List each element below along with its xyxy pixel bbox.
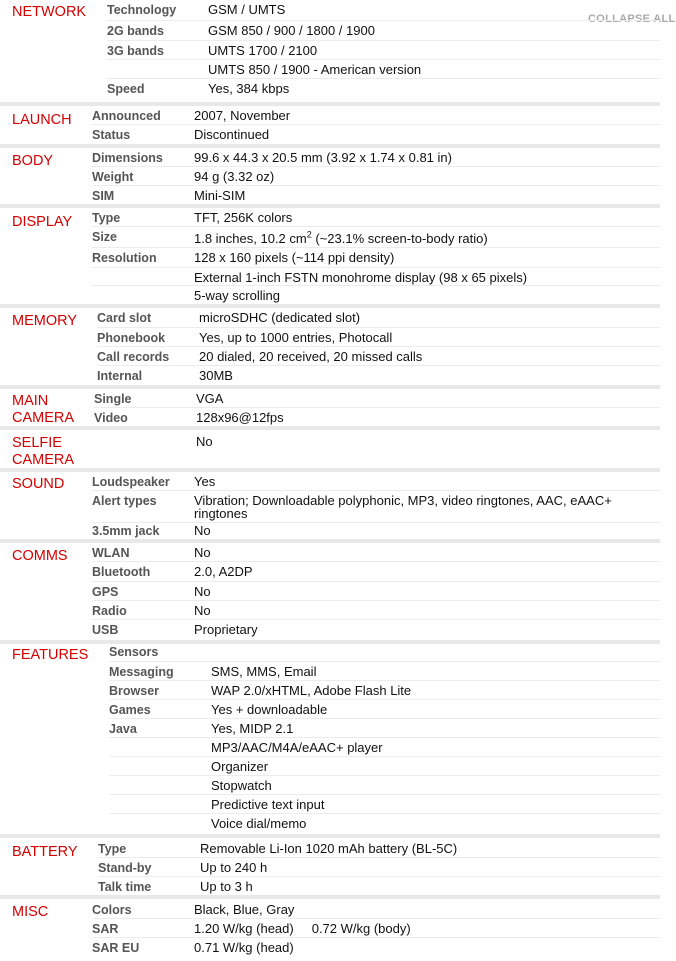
spec-label-empty (107, 60, 208, 78)
spec-row-organizer (109, 757, 660, 776)
section-comms (0, 543, 660, 644)
display-size-ratio: (~23.1% screen-to-body ratio) (311, 231, 488, 246)
spec-row-display-type (92, 208, 660, 227)
spec-value-weight: 94 g (3.32 oz) (194, 169, 275, 184)
spec-label-sim: SIM (92, 189, 115, 203)
spec-value-audio-jack: No (194, 523, 211, 538)
spec-label-resolution: Resolution (92, 251, 157, 265)
spec-row-stopwatch (109, 776, 660, 795)
section-battery (0, 838, 660, 899)
spec-value-camera-video: 128x96@12fps (196, 410, 284, 425)
spec-label-speed: Speed (107, 82, 145, 96)
spec-value-predictive-text: Predictive text input (211, 797, 325, 812)
spec-label-display-type: Type (92, 211, 121, 225)
section-title-main-camera (12, 393, 74, 427)
section-title-comms: COMMS (12, 548, 68, 564)
spec-value-sar-eu: 0.71 W/kg (head) (194, 940, 294, 955)
spec-label-announced: Announced (92, 109, 161, 123)
spec-row-selfie (94, 430, 660, 468)
section-title-features: FEATURES (12, 647, 89, 663)
spec-label-card-slot: Card slot (97, 311, 152, 325)
spec-label-technology: Technology (107, 3, 177, 17)
spec-value-media-player: MP3/AAC/M4A/eAAC+ player (211, 740, 383, 755)
spec-row-announced (92, 106, 660, 125)
spec-value-sim: Mini-SIM (194, 188, 246, 203)
spec-value-standby: Up to 240 h (200, 860, 268, 875)
spec-row-games (109, 700, 660, 719)
spec-value-dimensions: 99.6 x 44.3 x 20.5 mm (3.92 x 1.74 x 0.81 in) (194, 150, 452, 165)
spec-row-weight (92, 167, 660, 186)
spec-value-gps: No (194, 584, 211, 599)
spec-label-usb: USB (92, 623, 119, 637)
spec-label-internal: Internal (97, 369, 143, 383)
main-camera-title-line1: MAIN (12, 393, 49, 409)
spec-value-external-display: External 1-inch FSTN monohrome display (98 x 65 pixels) (194, 270, 528, 285)
spec-row-2g-bands (107, 21, 660, 41)
spec-label-sar: SAR (92, 922, 119, 936)
spec-row-messaging (109, 662, 660, 681)
collapse-all-link[interactable]: COLLAPSE ALL (588, 13, 676, 25)
spec-value-phonebook: Yes, up to 1000 entries, Photocall (199, 330, 393, 345)
spec-row-sar-eu (92, 938, 660, 957)
section-title-battery: BATTERY (12, 844, 78, 860)
spec-label-camera-video: Video (94, 411, 128, 425)
spec-row-display-size (92, 227, 660, 248)
spec-value-talk-time: Up to 3 h (200, 879, 253, 894)
section-title-display: DISPLAY (12, 214, 73, 230)
spec-row-radio (92, 601, 660, 620)
spec-value-announced: 2007, November (194, 108, 291, 123)
spec-value-loudspeaker: Yes (194, 474, 216, 489)
section-network (0, 0, 676, 106)
section-title-launch: LAUNCH (12, 112, 72, 128)
spec-value-bluetooth: 2.0, A2DP (194, 564, 253, 579)
section-title-sound: SOUND (12, 476, 65, 492)
sar-body-value: 0.72 W/kg (body) (311, 921, 411, 936)
spec-value-browser: WAP 2.0/xHTML, Adobe Flash Lite (211, 683, 412, 698)
spec-value-alert-types: Vibration; Downloadable polyphonic, MP3, video ringtones, AAC, eAAC+ ringtones (194, 493, 612, 521)
spec-row-call-records (97, 347, 660, 366)
spec-row-audio-jack (92, 523, 660, 539)
spec-label-camera-single: Single (94, 392, 132, 406)
spec-value-usb: Proprietary (194, 622, 258, 637)
spec-label-empty (109, 757, 211, 775)
spec-value-java: Yes, MIDP 2.1 (211, 721, 294, 736)
spec-row-resolution (92, 248, 660, 268)
spec-label-java: Java (109, 722, 137, 736)
spec-row-voice-dial (109, 814, 660, 834)
spec-row-sar (92, 919, 660, 938)
spec-value-games: Yes + downloadable (211, 702, 328, 717)
spec-value-display-size (194, 227, 496, 247)
spec-label-talk-time: Talk time (98, 880, 152, 894)
spec-label-empty (92, 268, 194, 285)
spec-value-battery-type: Removable Li-Ion 1020 mAh battery (BL-5C) (200, 841, 458, 856)
spec-label-empty (109, 738, 211, 756)
section-launch (0, 106, 660, 148)
section-misc (0, 899, 660, 961)
spec-label-phonebook: Phonebook (97, 331, 166, 345)
spec-value-status: Discontinued (194, 127, 270, 142)
spec-row-usb (92, 620, 660, 640)
spec-row-technology (107, 0, 660, 21)
spec-row-loudspeaker (92, 472, 660, 491)
spec-row-alert-types (92, 491, 660, 523)
spec-label-display-size: Size (92, 230, 118, 244)
section-memory (0, 308, 660, 389)
spec-value-messaging: SMS, MMS, Email (211, 664, 317, 679)
spec-label-empty (109, 776, 211, 794)
spec-label-standby: Stand-by (98, 861, 152, 875)
selfie-camera-title-line1: SELFIE (12, 435, 62, 451)
spec-row-card-slot (97, 308, 660, 328)
spec-label-2g-bands: 2G bands (107, 24, 164, 38)
spec-row-speed (107, 79, 660, 102)
spec-value-3g-bands-extra: UMTS 850 / 1900 - American version (208, 62, 422, 77)
spec-row-java (109, 719, 660, 738)
spec-row-standby (98, 858, 660, 877)
spec-row-predictive-text (109, 795, 660, 814)
spec-row-media-player (109, 738, 660, 757)
spec-label-loudspeaker: Loudspeaker (92, 475, 170, 489)
spec-label-audio-jack: 3.5mm jack (92, 524, 160, 538)
spec-value-voice-dial: Voice dial/memo (211, 816, 307, 831)
spec-value-sar (194, 919, 419, 937)
display-size-superscript: 2 (306, 229, 312, 240)
spec-row-gps (92, 582, 660, 601)
spec-row-battery-type (98, 838, 660, 858)
spec-value-internal: 30MB (199, 368, 233, 383)
spec-label-alert-types: Alert types (92, 494, 157, 508)
display-size-text: 1.8 inches, 10.2 cm (194, 231, 307, 246)
spec-row-sensors (109, 644, 660, 662)
spec-row-scrolling (92, 286, 660, 304)
spec-value-colors: Black, Blue, Gray (194, 902, 295, 917)
spec-row-external-display (92, 268, 660, 286)
main-camera-title-line2: CAMERA (12, 410, 75, 426)
section-title-memory: MEMORY (12, 313, 77, 329)
spec-row-colors (92, 899, 660, 919)
spec-value-3g-bands: UMTS 1700 / 2100 (208, 43, 318, 58)
section-title-network: NETWORK (12, 4, 87, 20)
selfie-camera-title-line2: CAMERA (12, 452, 75, 468)
spec-label-empty (109, 814, 211, 834)
spec-value-wlan: No (194, 545, 211, 560)
spec-value-radio: No (194, 603, 211, 618)
spec-value-selfie: No (196, 434, 213, 449)
spec-value-sensors (211, 644, 219, 661)
section-main-camera (0, 389, 660, 430)
section-display (0, 208, 660, 308)
spec-row-status (92, 125, 660, 144)
spec-value-organizer: Organizer (211, 759, 269, 774)
spec-label-sensors: Sensors (109, 645, 159, 659)
section-selfie-camera (0, 430, 660, 472)
spec-label-call-records: Call records (97, 350, 170, 364)
spec-value-display-type: TFT, 256K colors (194, 210, 293, 225)
spec-label-colors: Colors (92, 903, 132, 917)
spec-row-browser (109, 681, 660, 700)
spec-label-empty (92, 286, 194, 304)
section-title-selfie-camera (12, 435, 74, 469)
spec-row-camera-single (94, 389, 660, 408)
spec-label-empty (109, 795, 211, 813)
section-title-misc: MISC (12, 904, 49, 920)
spec-label-weight: Weight (92, 170, 134, 184)
spec-label-wlan: WLAN (92, 546, 130, 560)
spec-row-wlan (92, 543, 660, 562)
section-title-body: BODY (12, 153, 54, 169)
spec-value-camera-single: VGA (196, 391, 224, 406)
spec-label-battery-type: Type (98, 842, 127, 856)
spec-row-phonebook (97, 328, 660, 347)
spec-value-card-slot: microSDHC (dedicated slot) (199, 310, 361, 325)
spec-label-status: Status (92, 128, 131, 142)
spec-value-stopwatch: Stopwatch (211, 778, 272, 793)
spec-value-speed: Yes, 384 kbps (208, 81, 290, 96)
spec-row-dimensions (92, 148, 660, 167)
spec-label-gps: GPS (92, 585, 119, 599)
spec-row-sim (92, 186, 660, 204)
spec-row-talk-time (98, 877, 660, 895)
spec-row-bluetooth (92, 562, 660, 582)
spec-label-messaging: Messaging (109, 665, 174, 679)
spec-row-internal (97, 366, 660, 385)
spec-row-3g-bands-extra (107, 60, 660, 79)
spec-label-empty (94, 430, 196, 468)
spec-value-call-records: 20 dialed, 20 received, 20 missed calls (199, 349, 423, 364)
section-sound (0, 472, 660, 543)
spec-value-scrolling: 5-way scrolling (194, 288, 280, 303)
spec-label-bluetooth: Bluetooth (92, 565, 151, 579)
spec-label-browser: Browser (109, 684, 160, 698)
spec-label-games: Games (109, 703, 151, 717)
sar-head-value: 1.20 W/kg (head) (194, 921, 294, 936)
spec-label-3g-bands: 3G bands (107, 44, 164, 58)
spec-label-sar-eu: SAR EU (92, 941, 140, 955)
section-features (0, 644, 660, 838)
spec-label-dimensions: Dimensions (92, 151, 163, 165)
spec-value-2g-bands: GSM 850 / 900 / 1800 / 1900 (208, 23, 375, 38)
section-body (0, 148, 660, 208)
spec-value-technology: GSM / UMTS (208, 2, 286, 17)
spec-row-camera-video (94, 408, 660, 426)
spec-row-3g-bands (107, 41, 660, 60)
spec-value-resolution: 128 x 160 pixels (~114 ppi density) (194, 250, 395, 265)
spec-label-radio: Radio (92, 604, 127, 618)
